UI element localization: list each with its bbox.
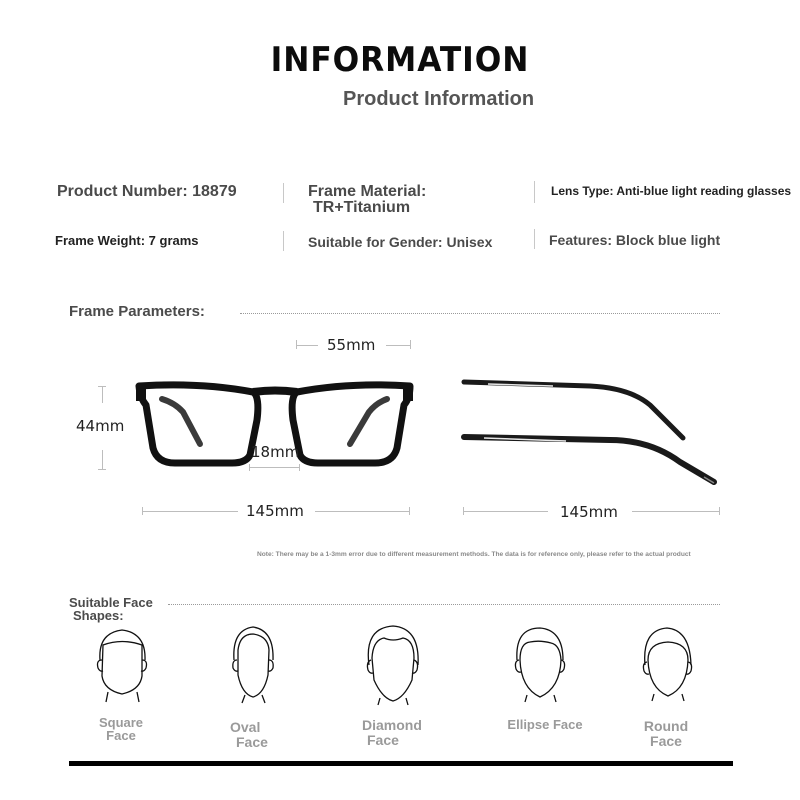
dimension-line [102, 450, 103, 469]
lens-height-label: 44mm [76, 417, 125, 435]
face-label-diamond [362, 718, 432, 748]
gender: Suitable for Gender: Unisex [308, 234, 493, 250]
dimension-line [632, 511, 719, 512]
dimension-line [102, 386, 103, 403]
dimension-tick [409, 507, 410, 515]
dimension-line [463, 511, 548, 512]
lens-type: Lens Type: Anti-blue light reading glasses [551, 184, 792, 198]
face-label-line: Face [650, 733, 682, 749]
face-label-line: Face [106, 728, 136, 743]
face-label-line: Round [643, 718, 689, 734]
dimension-line [315, 511, 409, 512]
product-number: Product Number: 18879 [57, 183, 237, 200]
dimension-tick [299, 464, 300, 471]
divider [283, 231, 284, 251]
diamond-face-icon [367, 626, 418, 705]
divider [534, 229, 535, 249]
face-label-line: Oval [230, 719, 261, 735]
oval-face-icon [233, 627, 273, 703]
divider [534, 181, 535, 203]
bridge-width-label: 18mm [251, 443, 300, 461]
dimension-tick [410, 340, 411, 349]
divider [283, 183, 284, 203]
page-subtitle: Product Information [343, 88, 535, 110]
dimension-line [249, 467, 299, 468]
dimension-line [142, 511, 238, 512]
features: Features: Block blue light [549, 232, 721, 248]
dimension-line [386, 345, 410, 346]
face-shapes-heading [69, 596, 153, 622]
round-face-icon [643, 628, 691, 701]
face-shapes-heading-line1: Suitable Face [69, 595, 153, 610]
face-label-line: Face [367, 732, 399, 748]
face-label-line: Ellipse Face [507, 717, 583, 732]
face-label-square [90, 716, 152, 742]
lens-width-label: 55mm [327, 336, 376, 354]
face-label-round [636, 719, 696, 749]
page-title: INFORMATION [270, 40, 530, 80]
temple-length-label: 145mm [560, 503, 618, 521]
face-label-line: Diamond [362, 717, 422, 733]
dimension-line [296, 345, 318, 346]
face-label-oval [226, 720, 286, 750]
frame-weight: Frame Weight: 7 grams [55, 233, 199, 248]
frame-parameters-heading: Frame Parameters: [69, 303, 205, 320]
frame-material-value: TR+Titanium [313, 199, 411, 216]
dotted-divider [240, 313, 720, 314]
dotted-divider [168, 604, 720, 605]
face-label-ellipse [500, 717, 590, 732]
dimension-tick [719, 507, 720, 515]
bottom-divider-bar [69, 761, 733, 766]
square-face-icon [98, 630, 147, 702]
face-label-line: Square [98, 715, 144, 730]
frame-width-label: 145mm [246, 502, 304, 520]
face-shapes-heading-line2: Shapes: [73, 608, 124, 623]
frame-material-label: Frame Material: [308, 183, 427, 200]
measurement-note: Note: There may be a 1-3mm error due to different measurement methods. The data is for reference only, please refer to the actual product [257, 551, 691, 558]
face-label-line: Face [236, 734, 268, 750]
dimension-tick [98, 469, 106, 470]
ellipse-face-icon [515, 628, 564, 702]
